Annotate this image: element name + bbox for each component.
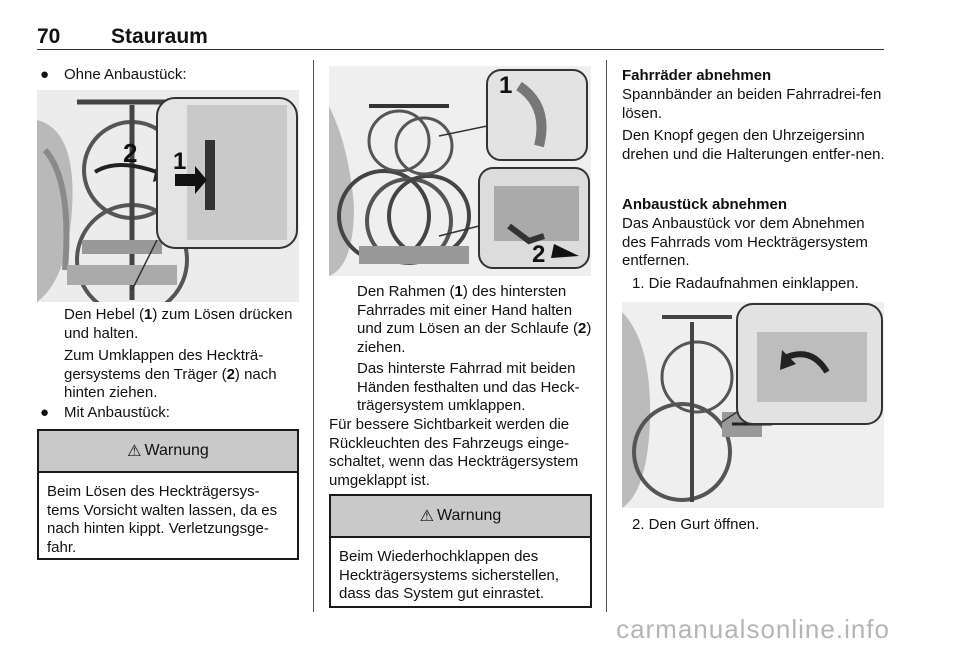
figure-label-1: 1 — [173, 148, 187, 175]
instruction-fold-down: Das hinterste Fahrrad mit beiden Händen festhalten und das Heck-trägersystem umklappen. — [357, 360, 580, 414]
figure-fold-wheel-holders — [622, 302, 884, 508]
figure-label-1: 1 — [499, 72, 513, 99]
step-fold-wheel-holders: 1. Die Radaufnahmen einklappen. — [632, 275, 859, 292]
figure-lever-release — [37, 90, 299, 302]
warning-text: Beim Lösen des Heckträgersys-tems Vorsicht walten lassen, da es nach hinten kippt. Verletzungsge-fahr. — [47, 483, 278, 556]
warning-box-1 — [37, 429, 299, 560]
warning-triangle-icon: ⚠ — [127, 443, 142, 460]
instruction-fold-carrier: Zum Umklappen des Heckträ-gersystems den Träger (2) nach hinten ziehen. — [64, 347, 277, 401]
figure-bicycle-frame-release — [329, 66, 591, 276]
bullet-icon: ● — [40, 66, 50, 83]
paragraph-rear-lights: Für bessere Sichtbarkeit werden die Rückleuchten des Fahrzeugs einge-schaltet, wenn das Heckträgersystem umgeklappt ist. — [329, 416, 579, 489]
watermark: carmanualsonline.info — [616, 614, 890, 644]
warning-text: Beim Wiederhochklappen des Heckträgersystems sicherstellen, dass das System gut einrastet. — [339, 548, 560, 602]
instruction-release-lever: Den Hebel (1) zum Lösen drücken und halten. — [64, 306, 293, 342]
instruction-hold-frame: Den Rahmen (1) des hintersten Fahrrades mit einer Hand halten und zum Lösen an der Schlaufe (2) ziehen. — [357, 283, 592, 356]
paragraph-turn-knob: Den Knopf gegen den Uhrzeigersinn drehen und die Halterungen entfer-nen. — [622, 127, 885, 163]
paragraph-remove-adapter: Das Anbaustück vor dem Abnehmen des Fahrrads vom Heckträgersystem entfernen. — [622, 215, 868, 269]
page-header — [0, 0, 960, 50]
page-number: 70 — [37, 25, 61, 48]
paragraph-loosen-straps: Spannbänder an beiden Fahrradrei-fen lösen. — [622, 86, 882, 122]
bullet-icon: ● — [40, 404, 50, 421]
figure-label-2: 2 — [123, 138, 138, 168]
warning-box-2 — [329, 494, 592, 608]
bullet-text-mit-anbaustueck: Mit Anbaustück: — [64, 404, 170, 421]
warning-header — [331, 496, 590, 538]
figure-label-2: 2 — [532, 241, 546, 268]
page-title: Stauraum — [111, 25, 208, 48]
bullet-text-ohne-anbaustueck: Ohne Anbaustück: — [64, 66, 187, 83]
warning-title: Warnung — [437, 507, 502, 524]
header-rule — [37, 49, 884, 50]
step-open-strap: 2. Den Gurt öffnen. — [632, 516, 760, 533]
heading-remove-adapter: Anbaustück abnehmen — [622, 196, 788, 213]
column-divider-1 — [313, 60, 314, 612]
warning-triangle-icon: ⚠ — [419, 508, 434, 525]
heading-remove-bicycles: Fahrräder abnehmen — [622, 67, 772, 84]
warning-title: Warnung — [144, 442, 209, 459]
warning-header — [39, 431, 297, 473]
column-divider-2 — [606, 60, 607, 612]
